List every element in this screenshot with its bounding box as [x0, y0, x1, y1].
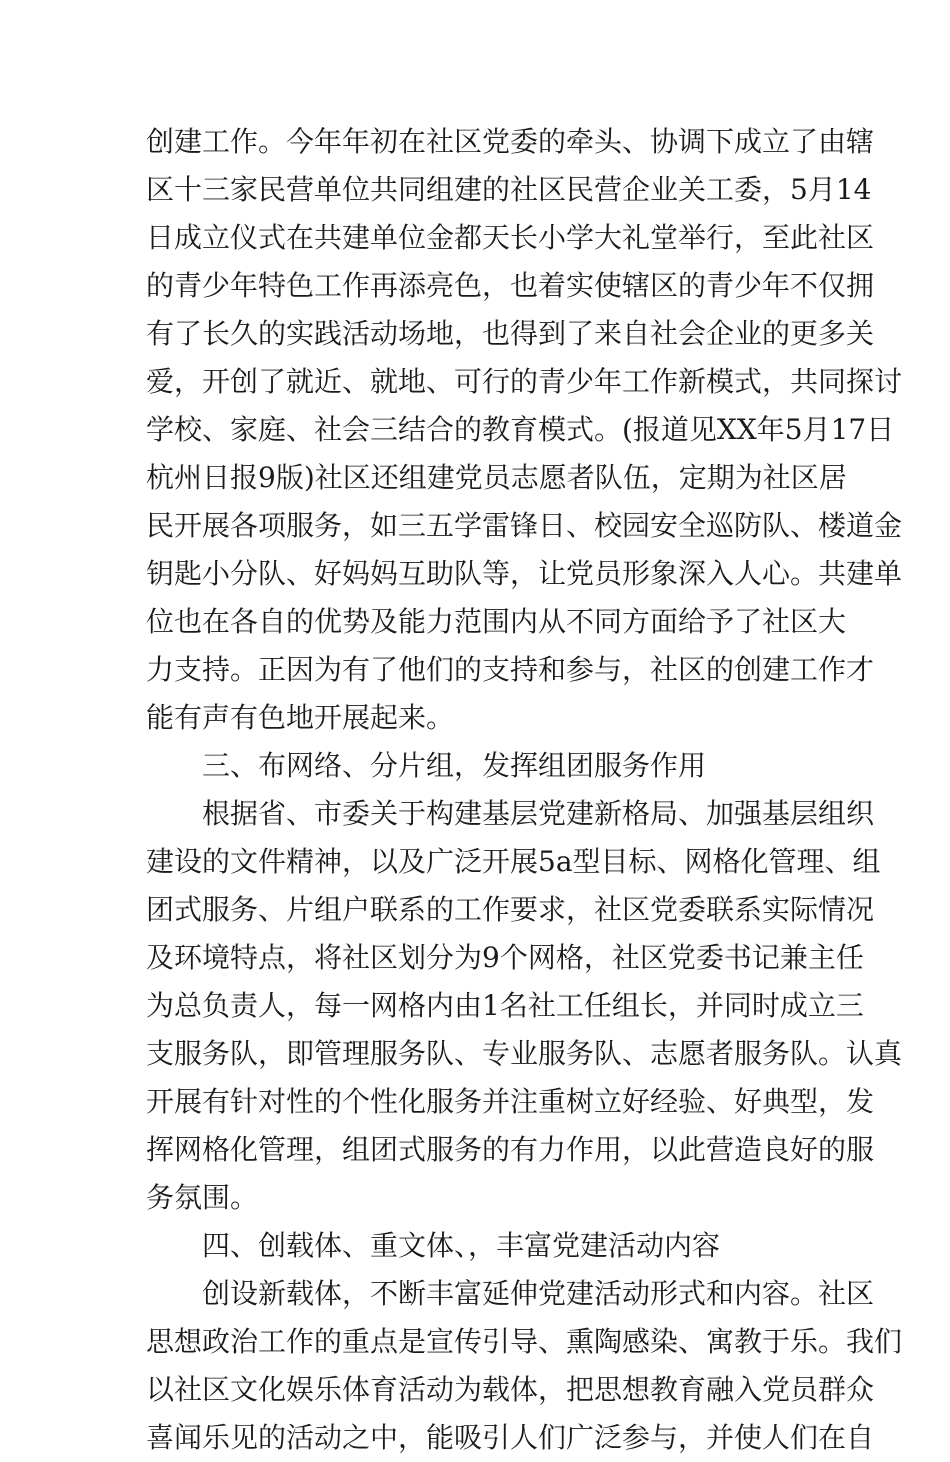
- text-line: 的青少年特色工作再添亮色，也着实使辖区的青少年不仅拥: [146, 269, 875, 302]
- text-line: 为总负责人，每一网格内由1名社工任组长，并同时成立三: [146, 989, 864, 1022]
- text-line: 及环境特点，将社区划分为9个网格，社区党委书记兼主任: [146, 941, 864, 974]
- text-line: 喜闻乐见的活动之中，能吸引人们广泛参与，并使人们在自: [146, 1421, 875, 1454]
- text-line: 思想政治工作的重点是宣传引导、熏陶感染、寓教于乐。我们: [146, 1325, 903, 1358]
- text-line: 团式服务、片组户联系的工作要求，社区党委联系实际情况: [146, 893, 875, 926]
- text-line: 力支持。正因为有了他们的支持和参与，社区的创建工作才: [146, 653, 875, 686]
- text-line: 位也在各自的优势及能力范围内从不同方面给予了社区大: [146, 605, 847, 638]
- text-line: 学校、家庭、社会三结合的教育模式。(报道见XX年5月17日: [146, 413, 895, 446]
- text-line: 以社区文化娱乐体育活动为载体，把思想教育融入党员群众: [146, 1373, 875, 1406]
- document-body: [146, 118, 903, 1462]
- text-line: 根据省、市委关于构建基层党建新格局、加强基层组织: [202, 797, 875, 830]
- text-line: 建设的文件精神，以及广泛开展5a型目标、网格化管理、组: [146, 845, 881, 878]
- text-line: 日成立仪式在共建单位金都天长小学大礼堂举行，至此社区: [146, 221, 875, 254]
- section-heading: 四、创载体、重文体、，丰富党建活动内容: [202, 1229, 721, 1262]
- text-line: 创建工作。今年年初在社区党委的牵头、协调下成立了由辖: [146, 125, 875, 158]
- text-line: 务氛围。: [146, 1181, 259, 1214]
- text-line: 杭州日报9版)社区还组建党员志愿者队伍，定期为社区居: [146, 461, 847, 494]
- text-line: 能有声有色地开展起来。: [146, 701, 455, 734]
- text-line: 民开展各项服务，如三五学雷锋日、校园安全巡防队、楼道金: [146, 509, 903, 542]
- text-line: 区十三家民营单位共同组建的社区民营企业关工委，5月14: [146, 173, 872, 206]
- text-line: 挥网格化管理，组团式服务的有力作用，以此营造良好的服: [146, 1133, 875, 1166]
- text-line: 有了长久的实践活动场地，也得到了来自社会企业的更多关: [146, 317, 875, 350]
- text-line: 爱，开创了就近、就地、可行的青少年工作新模式，共同探讨: [146, 365, 903, 398]
- text-line: 开展有针对性的个性化服务并注重树立好经验、好典型，发: [146, 1085, 875, 1118]
- section-heading: 三、布网络、分片组，发挥组团服务作用: [202, 749, 707, 782]
- text-line: 创设新载体，不断丰富延伸党建活动形式和内容。社区: [202, 1277, 875, 1310]
- text-line: 支服务队，即管理服务队、专业服务队、志愿者服务队。认真: [146, 1037, 903, 1070]
- text-line: 钥匙小分队、好妈妈互助队等，让党员形象深入人心。共建单: [146, 557, 903, 590]
